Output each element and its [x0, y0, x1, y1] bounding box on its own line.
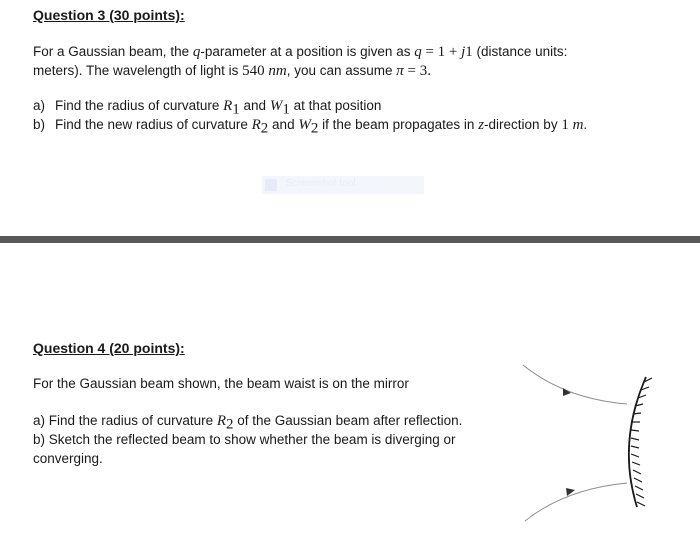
q4-heading: Question 4 (20 points):	[33, 340, 185, 356]
q3-text-line1: For a Gaussian beam, the q-parameter at a position is given as q = 1 + j1 (distance units:	[33, 44, 568, 60]
watermark-icon	[265, 179, 277, 191]
mirror-hatching	[631, 378, 652, 506]
q3-part-b: b) Find the new radius of curvature $R_2$ and $W_2$ if the beam propagates in z-direction by 1 m.	[33, 117, 588, 137]
q4-part-a: a) Find the radius of curvature $R_2$ of the Gaussian beam after reflection.	[33, 413, 463, 433]
gaussian-beam-diagram	[505, 355, 665, 530]
q4-part-b-line1: b) Sketch the reflected beam to show whether the beam is diverging or	[33, 432, 456, 447]
q3-part-a: a) Find the radius of curvature $R_1$ and $W_1$ at that position	[33, 98, 382, 118]
q3-text-line2: meters). The wavelength of light is 540 nm, you can assume π = 3.	[33, 63, 431, 79]
q3-heading: Question 3 (30 points):	[33, 7, 185, 23]
q4-intro: For the Gaussian beam shown, the beam waist is on the mirror	[33, 376, 409, 391]
watermark	[262, 176, 424, 194]
q4-part-b-line2: converging.	[33, 451, 103, 466]
watermark-text: Screenshot tool	[286, 178, 356, 189]
page-divider	[0, 236, 700, 243]
incident-beam-lower	[525, 483, 627, 521]
incident-beam-upper	[523, 365, 627, 404]
